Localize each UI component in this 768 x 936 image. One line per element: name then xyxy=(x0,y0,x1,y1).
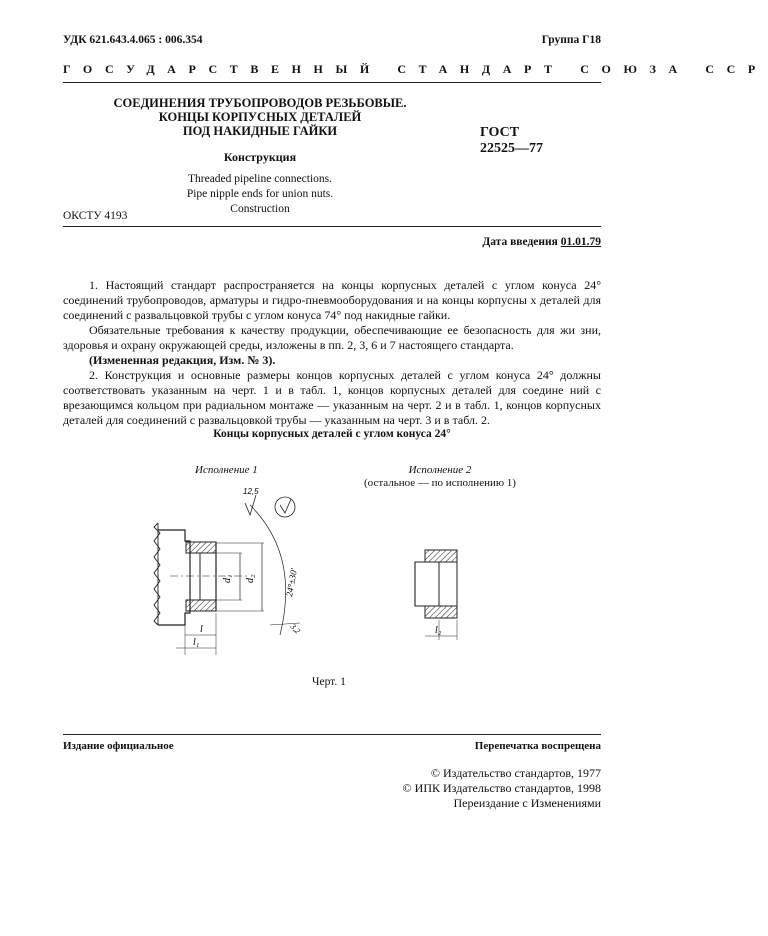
reissue-note: Переиздание с Изменениями xyxy=(453,796,601,810)
copyright-block xyxy=(403,766,601,811)
dim-l-label: l xyxy=(200,624,203,635)
amendment-note: (Измененная редакция, Изм. № 3). xyxy=(89,353,276,367)
title-ru xyxy=(70,96,450,138)
figure-label: Черт. 1 xyxy=(312,676,346,688)
intro-date-value: 01.01.79 xyxy=(560,236,601,248)
reprint-prohibited: Перепечатка воспрещена xyxy=(474,740,601,752)
dim-l1-label: l₁ xyxy=(193,637,200,648)
drawing-version-1 xyxy=(150,485,330,660)
state-standard-heading: ГОСУДАРСТВЕННЫЙ СТАНДАРТ СОЮЗА ССР xyxy=(63,62,768,76)
title-en-line-3: Construction xyxy=(230,203,290,215)
paragraph-1: 1. Настоящий стандарт распространяется на концы корпусных деталей с углом конуса 24° соединений трубопроводов, арматуры и гидро-пневмооборудования и на концы корпусны х деталей для соединений с развальцовкой трубы с углом конуса 74° под накидные гайки. xyxy=(63,278,601,322)
drawing-version-2 xyxy=(405,540,475,650)
dim-d1-label: d₁ xyxy=(222,574,233,583)
chamfer-label: 3,2 xyxy=(288,622,303,636)
version-2-note: (остальное — по исполнению 1) xyxy=(364,477,516,489)
title-en-line-2: Pipe nipple ends for union nuts. xyxy=(186,188,334,200)
dim-d2-label: d₂ xyxy=(245,574,256,583)
header-rule xyxy=(63,82,601,83)
version-2-title: Исполнение 2 xyxy=(408,464,472,476)
intro-date xyxy=(482,236,601,248)
udk-code: УДК 621.643.4.065 : 006.354 xyxy=(63,34,203,46)
version-1-label: Исполнение 1 xyxy=(195,464,258,476)
dim-l2-label: l₂ xyxy=(435,625,442,636)
roughness-value: 12,5 xyxy=(243,487,259,496)
gost-number xyxy=(480,125,543,157)
figure-caption: Концы корпусных деталей с углом конуса 24° xyxy=(213,428,451,440)
gost-code: 22525—77 xyxy=(480,141,543,156)
footer-rule xyxy=(63,734,601,735)
title-rule xyxy=(63,226,601,227)
body-text xyxy=(63,278,601,428)
gost-label: ГОСТ xyxy=(480,125,520,140)
official-edition: Издание официальное xyxy=(63,740,174,752)
title-line-1: СОЕДИНЕНИЯ ТРУБОПРОВОДОВ РЕЗЬБОВЫЕ. xyxy=(113,96,407,110)
group-code: Группа Г18 xyxy=(541,34,601,46)
angle-label: 24°±30' xyxy=(284,567,299,598)
title-subtitle: Конструкция xyxy=(223,150,297,164)
paragraph-2: Обязательные требования к качеству продукции, обеспечивающие ее безопасность для жи зни, здоровья и охрану окружающей среды, изложены в пп. 2, 3, 6 и 7 настоящего стандарта. xyxy=(63,323,601,352)
intro-date-label: Дата введения xyxy=(482,236,558,248)
version-2-label xyxy=(340,464,540,490)
title-line-3: ПОД НАКИДНЫЕ ГАЙКИ xyxy=(182,124,338,138)
title-en-line-1: Threaded pipeline connections. xyxy=(187,173,332,185)
paragraph-3: 2. Конструкция и основные размеры концов корпусных деталей с углом конуса 24° должны соответствовать указанным на черт. 1 и в табл. 1, концов корпусных деталей для соедине ний с врезающимся кольцом при радиальном монтаже — указанным на черт. 2 и в табл. 1, концов корпусных деталей для соединений с развальцовкой трубы — указанным на черт. 3 и в табл. 2. xyxy=(63,368,601,427)
copyright-1998: © ИПК Издательство стандартов, 1998 xyxy=(402,781,601,795)
copyright-1977: © Издательство стандартов, 1977 xyxy=(430,766,601,780)
title-line-2: КОНЦЫ КОРПУСНЫХ ДЕТАЛЕЙ xyxy=(158,110,362,124)
okstu-code: ОКСТУ 4193 xyxy=(63,210,128,222)
